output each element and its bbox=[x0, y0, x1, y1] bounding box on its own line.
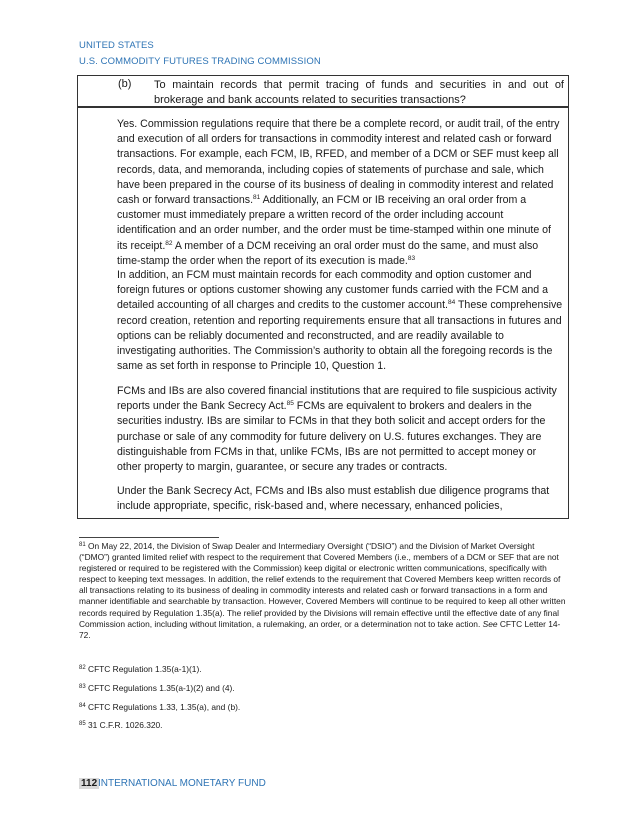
question-label: (b) bbox=[118, 78, 132, 90]
footer-org: INTERNATIONAL MONETARY FUND bbox=[98, 778, 266, 789]
header-country: UNITED STATES bbox=[79, 40, 154, 51]
footnote-text: On May 22, 2014, the Division of Swap Dealer and Intermediary Oversight (“DSIO”) and the Division of Market Oversight (“DMO”) granted limited relief with respect to the requirement that Covered Members (i.e., members of a DCM or SEF that are not registered or required to be registered with the Commission) keep digital or electronic written communications, specifically with respect to keeping text messages. In addition, the relief extends to the requirement that Covered Members keep written records of all transactions relating to its business of dealing in commodity interests and related cash or forward transactions in a form and manner identifiable and searchable by transaction. However, Covered Members will continue to be required to keep all other written records required by Regulation 1.35(a). The relief provided by the Divisions will remain effective until the effective date of any final Commission action, including without limitation, a rulemaking, an order, or a determination not to take action. bbox=[79, 541, 566, 629]
footnote-number: 85 bbox=[79, 721, 86, 727]
question-text: To maintain records that permit tracing of funds and securities in and out of brokerage and bank accounts related to securities transactions? bbox=[154, 79, 564, 106]
footnote-number: 81 bbox=[79, 542, 86, 548]
answer-paragraph-2 bbox=[117, 268, 563, 374]
footnote-italic: See bbox=[482, 618, 498, 629]
answer-text-run: FCMs are equivalent to brokers and dealers in the securities industry. IBs are similar to FCMs in that they both solicit and accept orders for the purchase or sale of any commodity for future delivery on U.S. futures exchanges. They are distinguishable from FCMs in that, unlike FCMs, IBs are not permitted to accept money or other property to margin, guarantee, or secure any trades or contracts. bbox=[117, 400, 546, 474]
footnote-text: CFTC Regulations 1.33, 1.35(a), and (b). bbox=[85, 702, 241, 712]
answer-text-run: Additionally, an FCM or IB receiving an oral order from a customer must immediately prepare a written record of the order including account identification and an order number, and the order must be time-stamped within one minute of its receipt. bbox=[117, 194, 552, 252]
footnote-ref-81: 81 bbox=[253, 194, 261, 202]
footnote-82 bbox=[79, 664, 567, 675]
answer-text-run: These comprehensive record creation, retention and reporting requirements ensure that all transactions in futures and options can be reliably documented and reconstructed, and are readily available to investigating authorities. The Commission’s authority to obtain all the foregoing records is the same as set forth in response to Principle 10, Question 1. bbox=[117, 299, 563, 373]
footnote-number: 84 bbox=[79, 703, 86, 709]
footnote-84 bbox=[79, 702, 567, 713]
footnote-number: 82 bbox=[79, 665, 86, 671]
question-box bbox=[77, 75, 569, 108]
answer-text-run: Yes. Commission regulations require that there be a complete record, or audit trail, of the entry and execution of all orders for transactions in commodity interest and related cash or forward transactions. For example, each FCM, IB, RFED, and member of a DCM or SEF must keep all records, data, and memoranda, including copies of statements of purchase and sale, which have been prepared in the course of its business of dealing in commodity interest and related cash or forward transactions. bbox=[117, 118, 560, 207]
answer-text-run: In addition, an FCM must maintain records for each commodity and option customer and foreign futures or options customer showing any customer funds carried with the FCM and a detailed accounting of all charges and credits to the customer account. bbox=[117, 269, 549, 312]
answer-paragraph-4 bbox=[117, 484, 563, 514]
answer-paragraph-3 bbox=[117, 384, 563, 475]
footnote-81 bbox=[79, 541, 567, 641]
answer-text-run: Under the Bank Secrecy Act, FCMs and IBs also must establish due diligence programs that include appropriate, specific, risk-based and, where necessary, enhanced policies, bbox=[117, 485, 550, 513]
answer-box bbox=[77, 106, 569, 519]
header-agency: U.S. COMMODITY FUTURES TRADING COMMISSION bbox=[79, 56, 321, 67]
footnote-ref-85: 85 bbox=[286, 400, 294, 408]
footnote-separator bbox=[79, 537, 219, 538]
footnote-85 bbox=[79, 720, 567, 731]
footnote-text: CFTC Regulation 1.35(a-1)(1). bbox=[85, 664, 202, 674]
page-number: 112 bbox=[81, 778, 98, 789]
answer-text-run: FCMs and IBs are also covered financial institutions that are required to file suspicious activity reports under the Bank Secrecy Act. bbox=[117, 385, 557, 413]
footnote-number: 83 bbox=[79, 684, 86, 690]
footnote-text: CFTC Regulations 1.35(a-1)(2) and (4). bbox=[85, 683, 235, 693]
footnote-ref-83: 83 bbox=[407, 254, 416, 262]
answer-paragraph-1 bbox=[117, 117, 563, 269]
footnote-ref-82: 82 bbox=[165, 239, 173, 247]
footnote-text: 31 C.F.R. 1026.320. bbox=[85, 720, 163, 730]
answer-text-run: A member of a DCM receiving an oral order must do the same, and must also time-stamp the order when the report of its execution is made. bbox=[117, 239, 539, 267]
footnote-ref-84: 84 bbox=[447, 299, 456, 307]
footnote-83 bbox=[79, 683, 567, 694]
footnote-tail: CFTC Letter 14-72. bbox=[79, 618, 561, 640]
